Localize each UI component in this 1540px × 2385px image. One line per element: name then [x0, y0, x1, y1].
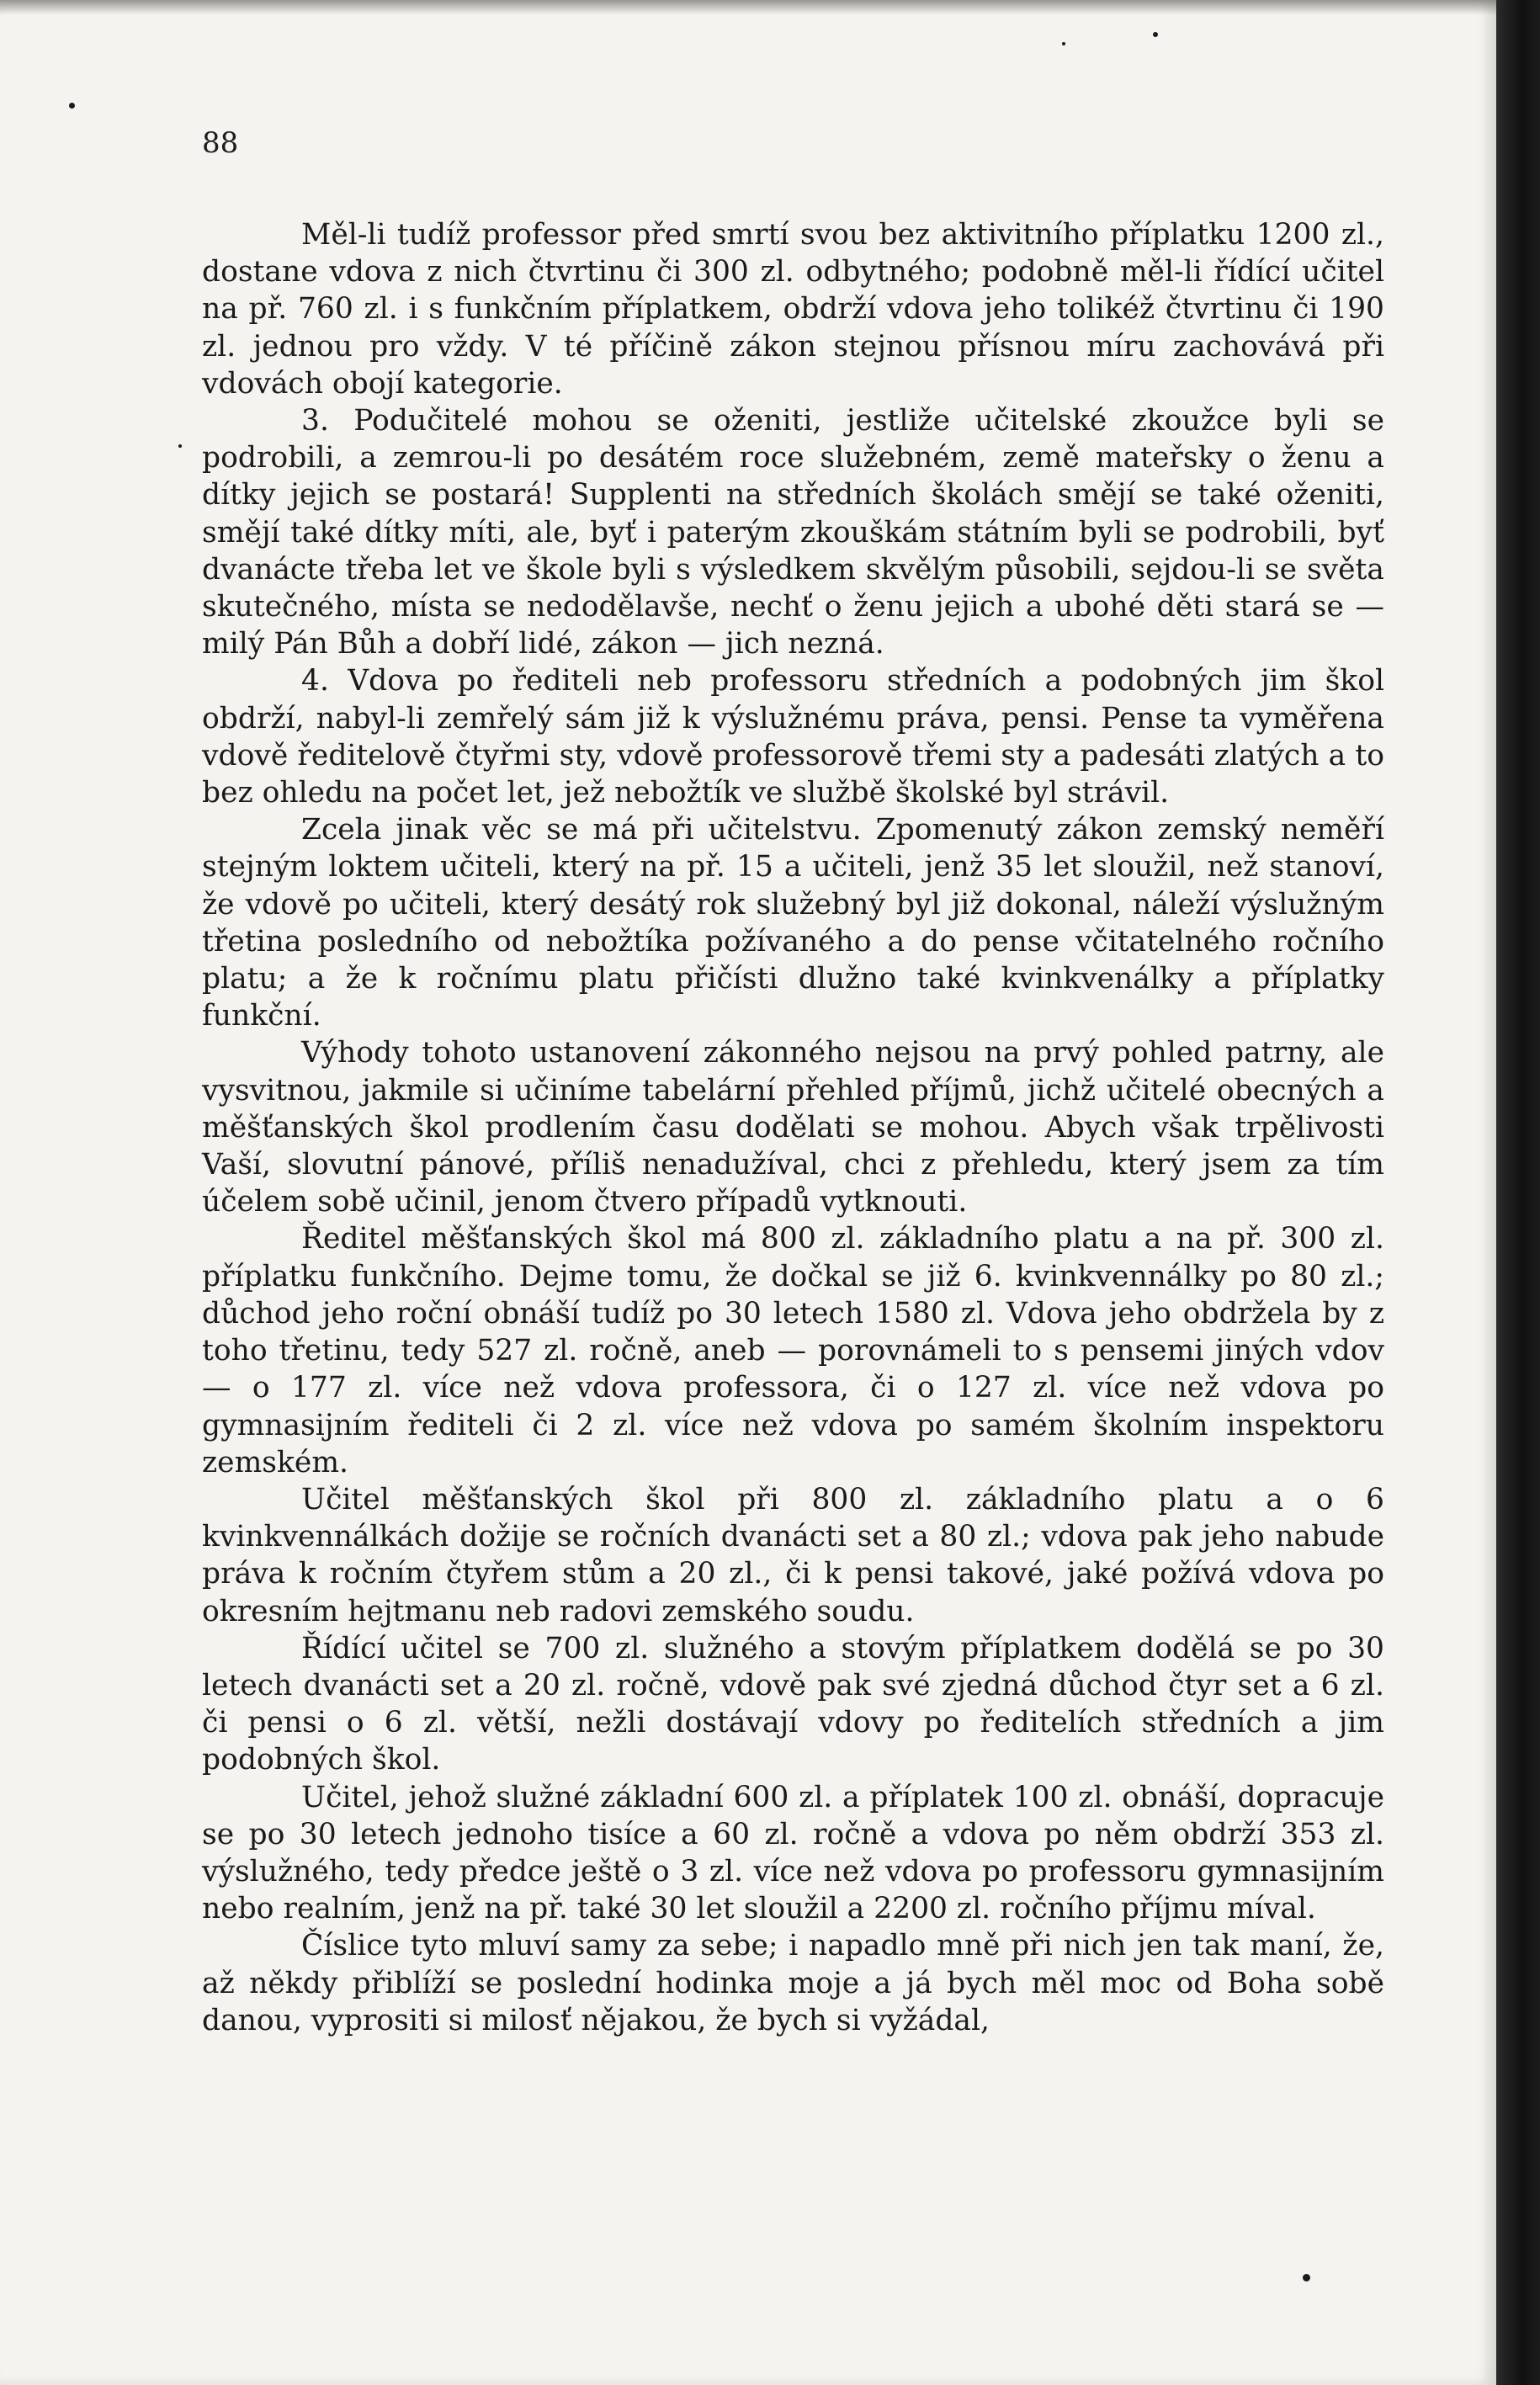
paragraph-8: Řídící učitel se 700 zl. služného a stovým příplatkem dodělá se po 30 letech dvanácti set a 20 zl. ročně, vdově pak své zjedná důchod čtyr set a 6 zl. či pensi o 6 zl. větší, nežli dostávají vdovy po ředitelích středních a jim podobných škol.: [202, 1631, 1384, 1777]
page-number: 88: [202, 126, 239, 160]
scan-speck: [1153, 32, 1158, 37]
scan-speck: [1062, 42, 1065, 45]
paragraph-10: Číslice tyto mluví samy za sebe; i napadlo mně při nich jen tak maní, že, až někdy přiblíží se poslední hodinka moje a já bych měl moc od Boha sobě danou, vyprositi si milosť nějakou, že bych si vyžádal,: [202, 1929, 1384, 2037]
page-edge-strip: [1496, 0, 1540, 2385]
paragraph-4: Zcela jinak věc se má při učitelstvu. Zpomenutý zákon zemský neměří stejným loktem učiteli, který na př. 15 a učiteli, jenž 35 let sloužil, než stanoví, že vdově po učiteli, který desátý rok služebný byl již dokonal, náleží výslužným třetina posledního od nebožtíka požívaného a do pense včitatelného ročního platu; a že k ročnímu platu přičísti dlužno také kvinkvenálky a příplatky funkční.: [202, 813, 1384, 1033]
top-edge-shadow: [0, 0, 1496, 15]
scan-speck: [178, 444, 182, 448]
paragraph-5: Výhody tohoto ustanovení zákonného nejsou na prvý pohled patrny, ale vysvitnou, jakmile si učiníme tabelární přehled příjmů, jichž učitelé obecných a měšťanských škol prodlením času dodělati se mohou. Abych však trpělivosti Vaší, slovutní pánové, příliš nenadužíval, chci z přehledu, který jsem za tím účelem sobě učinil, jenom čtvero případů vytknouti.: [202, 1036, 1384, 1219]
paragraph-1: Měl-li tudíž professor před smrtí svou bez aktivitního příplatku 1200 zl., dostane vdova z nich čtvrtinu či 300 zl. odbytného; podobně měl-li řídící učitel na př. 760 zl. i s funkčním příplatkem, obdrží vdova jeho tolikéž čtvrtinu či 190 zl. jednou pro vždy. V té příčině zákon stejnou přísnou míru zachovává při vdovách obojí kategorie.: [202, 218, 1384, 401]
paragraph-3: 4. Vdova po řediteli neb professoru středních a podobných jim škol obdrží, nabyl-li zemřelý sám již k výslužnému práva, pensi. Pense ta vyměřena vdově ředitelově čtyřmi sty, vdově professorově třemi sty a padesáti zlatých a to bez ohledu na počet let, jež nebožtík ve službě školské byl strávil.: [202, 664, 1384, 810]
paragraph-6: Ředitel měšťanských škol má 800 zl. základního platu a na př. 300 zl. příplatku funkčního. Dejme tomu, že dočkal se již 6. kvinkvennálky po 80 zl.; důchod jeho roční obnáší tudíž po 30 letech 1580 zl. Vdova jeho obdržela by z toho třetinu, tedy 527 zl. ročně, aneb — porovnámeli to s pensemi jiných vdov — o 177 zl. více než vdova professora, či o 127 zl. více než vdova po gymnasijním řediteli či 2 zl. více než vdova po samém školním inspektoru zemském.: [202, 1222, 1384, 1479]
scan-speck: [69, 103, 75, 109]
body-text: [202, 216, 1384, 2039]
paragraph-7: Učitel měšťanských škol při 800 zl. základního platu a o 6 kvinkvennálkách dožije se ročních dvanácti set a 80 zl.; vdova pak jeho nabude práva k ročním čtyřem stům a 20 zl., či k pensi takové, jaké požívá vdova po okresním hejtmanu neb radovi zemského soudu.: [202, 1482, 1384, 1628]
paragraph-2: 3. Podučitelé mohou se oženiti, jestliže učitelské zkoužce byli se podrobili, a zemrou-li po desátém roce služebném, země mateřsky o ženu a dítky jejich se postará! Supplenti na středních školách smějí se také oženiti, smějí také dítky míti, ale, byť i paterým zkouškám státním byli se podrobili, byť dvanácte třeba let ve škole byli s výsledkem skvělým působili, sejdou-li se světa skutečného, místa se nedodělavše, nechť o ženu jejich a ubohé děti stará se — milý Pán Bůh a dobří lidé, zákon — jich nezná.: [202, 404, 1384, 661]
scan-speck: [1303, 2274, 1310, 2281]
paragraph-9: Učitel, jehož služné základní 600 zl. a příplatek 100 zl. obnáší, dopracuje se po 30 letech jednoho tisíce a 60 zl. ročně a vdova po něm obdrží 353 zl. výslužného, tedy předce ještě o 3 zl. více než vdova po professoru gymnasijním nebo realním, jenž na př. také 30 let sloužil a 2200 zl. ročního příjmu míval.: [202, 1780, 1384, 1926]
